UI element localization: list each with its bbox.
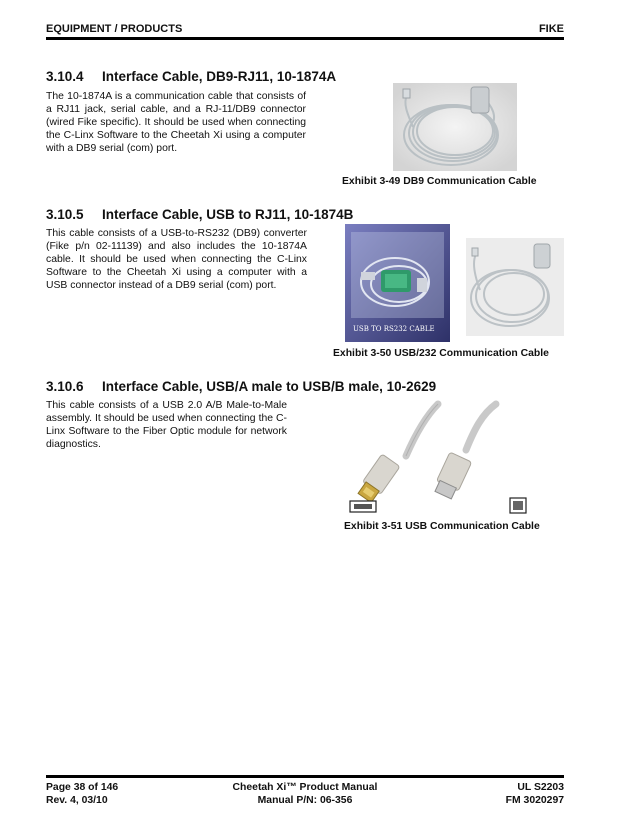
section-heading-3-10-5 <box>46 207 353 222</box>
footer-right <box>506 781 564 807</box>
footer-center <box>190 781 420 807</box>
exhibit-caption-3-50: Exhibit 3-50 USB/232 Communication Cable <box>333 348 549 359</box>
section-body-3-10-4: The 10-1874A is a communication cable that consists of a RJ11 jack, serial cable, and a RJ-11/DB9 connector (wired Fike specific). It should be used when connecting the C-Linx Software to the Cheetah Xi using a computer with a DB9 serial (com) port. <box>46 91 306 154</box>
usb-ab-cable-illustration <box>346 398 536 518</box>
usb-rs232-package-photo <box>345 224 450 342</box>
section-title: Interface Cable, USB to RJ11, 10-1874B <box>102 207 354 222</box>
section-number: 3.10.4 <box>46 69 84 84</box>
manual-title: Cheetah Xi™ Product Manual <box>232 782 378 793</box>
footer-left <box>46 781 118 807</box>
section-body-3-10-6: This cable consists of a USB 2.0 A/B Male-to-Male assembly. It should be used when connecting the C-Linx Software to the Fiber Optic module for network diagnostics. <box>46 400 287 450</box>
page-number: Page 38 of 146 <box>46 782 119 793</box>
exhibit-caption-3-49: Exhibit 3-49 DB9 Communication Cable <box>342 176 537 187</box>
fm-approval: FM 3020297 <box>505 795 564 806</box>
section-title: Interface Cable, DB9-RJ11, 10-1874A <box>102 69 337 84</box>
ul-listing: UL S2203 <box>517 782 564 793</box>
footer-rule <box>46 775 564 778</box>
header-rule <box>46 37 564 40</box>
package-label: USB TO RS232 CABLE <box>353 325 435 333</box>
db9-cable-photo <box>393 83 517 171</box>
usb-b-port-icon <box>510 498 526 513</box>
manual-part-number: Manual P/N: 06-356 <box>257 795 353 806</box>
running-header-left: EQUIPMENT / PRODUCTS <box>46 23 183 35</box>
exhibit-caption-3-51: Exhibit 3-51 USB Communication Cable <box>344 521 540 532</box>
section-heading-3-10-6 <box>46 379 436 394</box>
usb-a-port-icon <box>350 501 376 512</box>
revision: Rev. 4, 03/10 <box>46 795 108 806</box>
section-title: Interface Cable, USB/A male to USB/B male, 10-2629 <box>102 379 437 394</box>
db9-cable-photo-2 <box>466 238 564 336</box>
running-header-right: FIKE <box>538 23 564 35</box>
section-heading-3-10-4 <box>46 69 336 84</box>
section-number: 3.10.5 <box>46 207 84 222</box>
section-body-3-10-5: This cable consists of a USB-to-RS232 (DB9) converter (Fike p/n 02-11139) and also includes the 10-1874A cable. It should be used when connecting the C-Linx Software to the Cheetah Xi using a computer with a USB connector instead of a DB9 serial (com) port. <box>46 228 307 291</box>
section-number: 3.10.6 <box>46 379 84 394</box>
